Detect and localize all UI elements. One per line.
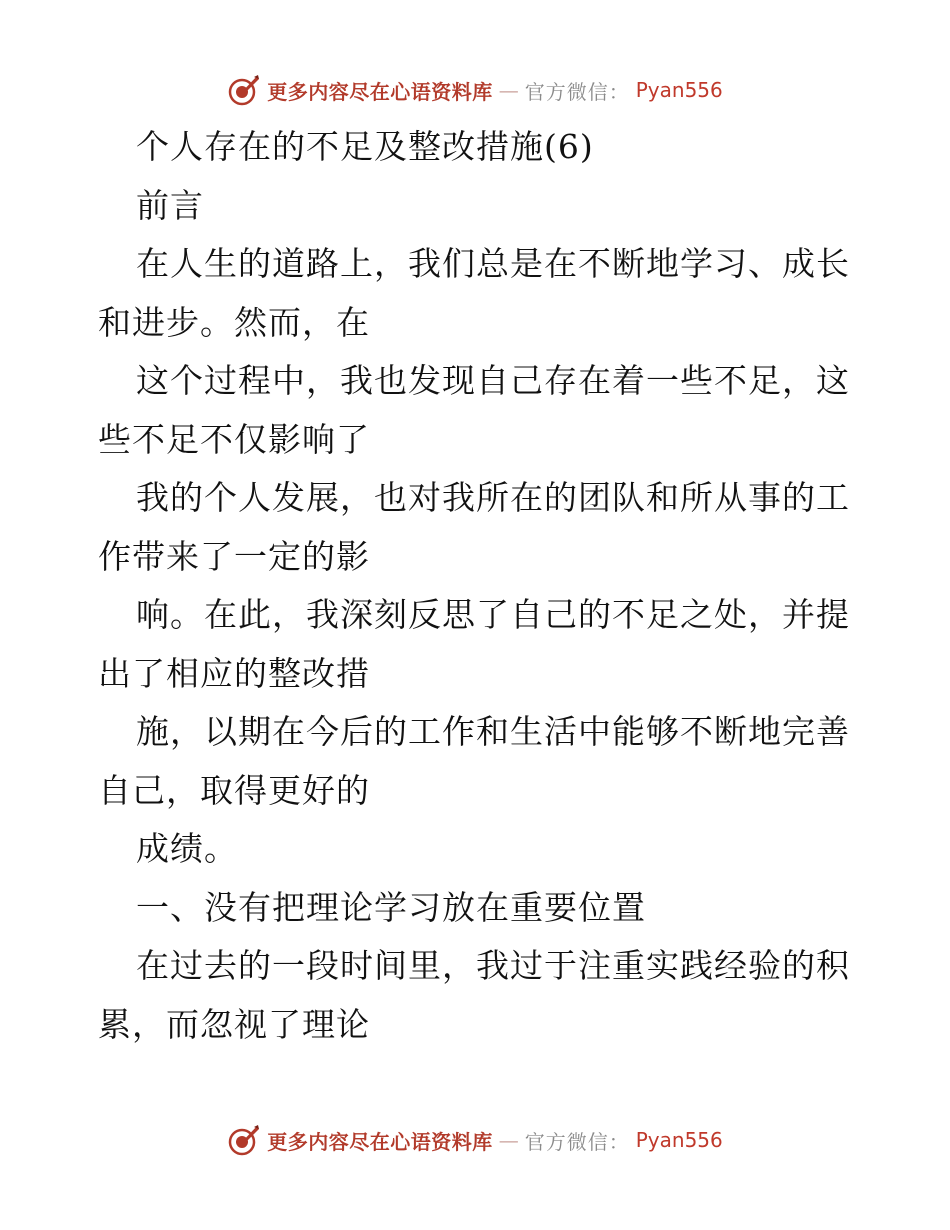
wechat-label: 官方微信： [524,79,630,104]
site-slogan: 更多内容尽在心语资料库 [267,79,493,104]
paragraph-line: 成绩。 [136,829,238,868]
wechat-label: 官方微信： [524,1129,630,1154]
preface-heading: 前言 [136,185,204,225]
quill-logo-icon [227,73,261,107]
paragraph-line: 累，而忽视了理论 [98,1004,370,1044]
wechat-id: Pyan556 [635,78,723,102]
wechat-id: Pyan556 [635,1128,723,1152]
paragraph-line: 施，以期在今后的工作和生活中能够不断地完善 [136,712,850,751]
site-slogan: 更多内容尽在心语资料库 [267,1129,493,1154]
paragraph-line: 这个过程中，我也发现自己存在着一些不足，这 [136,361,850,400]
paragraph-line: 作带来了一定的影 [98,536,370,576]
paragraph-line: 出了相应的整改措 [98,653,370,693]
header-banner [0,70,950,110]
document-body [98,118,858,1054]
quill-logo-icon [227,1123,261,1157]
footer-banner [0,1120,950,1160]
banner-separator: — [498,78,519,102]
document-title: 个人存在的不足及整改措施(6) [136,127,594,166]
paragraph-line: 些不足不仅影响了 [98,419,370,459]
section-heading: 一、没有把理论学习放在重要位置 [136,887,646,927]
paragraph-line: 自己，取得更好的 [98,770,370,810]
paragraph-line: 在过去的一段时间里，我过于注重实践经验的积 [136,946,850,985]
paragraph-line: 和进步。然而，在 [98,302,370,342]
paragraph-line: 我的个人发展，也对我所在的团队和所从事的工 [136,478,850,517]
paragraph-line: 在人生的道路上，我们总是在不断地学习、成长 [136,244,850,283]
banner-separator: — [498,1128,519,1152]
paragraph-line: 响。在此，我深刻反思了自己的不足之处，并提 [136,595,850,634]
